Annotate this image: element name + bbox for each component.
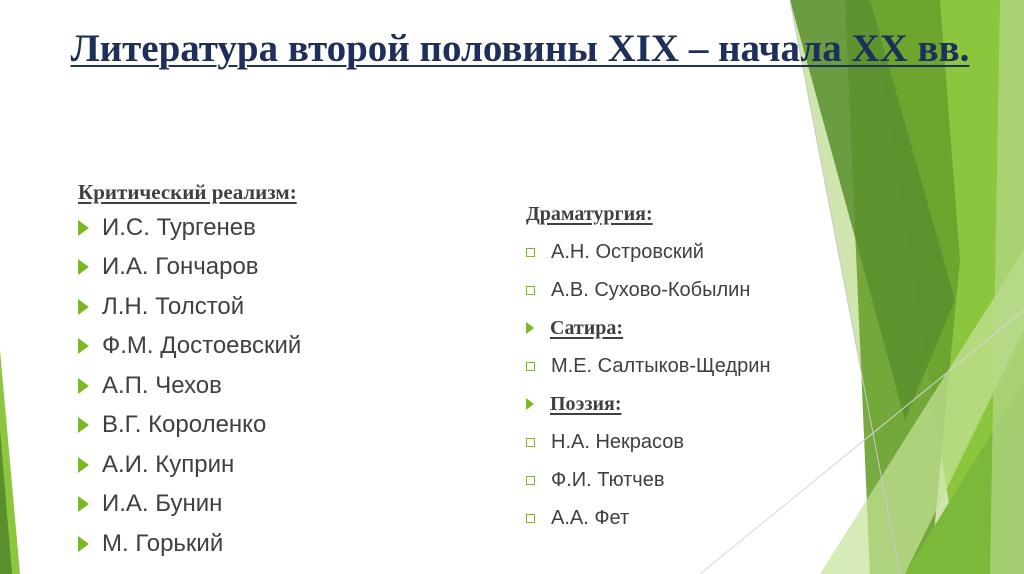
list-item <box>78 485 301 525</box>
author-name: И.А. Гончаров <box>102 253 259 281</box>
author-name: Ф.М. Достоевский <box>102 332 302 360</box>
page-title-text: Литература второй половины XIX – начала XX вв. <box>70 27 970 70</box>
square-bullet-icon <box>526 248 535 257</box>
triangle-bullet-icon <box>78 496 89 512</box>
triangle-bullet-icon <box>78 417 89 433</box>
author-name: Н.А. Некрасов <box>551 430 684 453</box>
author-name: А.П. Чехов <box>102 371 222 399</box>
list-item <box>526 271 771 309</box>
satire-heading-text: Сатира: <box>550 316 624 339</box>
author-name: А.В. Сухово-Кобылин <box>551 278 751 301</box>
list-item <box>526 423 771 461</box>
drama-heading-text: Драматургия: <box>526 202 653 225</box>
triangle-bullet-icon <box>78 378 89 394</box>
square-bullet-icon <box>526 286 535 295</box>
square-bullet-icon <box>526 362 535 371</box>
list-item <box>78 248 301 288</box>
list-item <box>526 347 771 385</box>
list-item <box>78 208 301 248</box>
square-bullet-icon <box>526 476 535 485</box>
triangle-bullet-icon <box>78 259 89 275</box>
square-bullet-icon <box>526 438 535 447</box>
poetry-heading-text: Поэзия: <box>550 392 622 415</box>
triangle-bullet-icon <box>78 299 89 315</box>
triangle-bullet-icon <box>78 338 89 354</box>
triangle-bullet-icon <box>526 398 534 410</box>
author-name: Ф.И. Тютчев <box>551 468 665 491</box>
author-name: М.Е. Салтыков-Щедрин <box>551 354 771 377</box>
triangle-bullet-icon <box>78 220 89 236</box>
author-name: Л.Н. Толстой <box>102 292 245 320</box>
drama-heading <box>526 195 771 233</box>
page-title <box>70 22 970 76</box>
list-item <box>78 524 301 564</box>
satire-heading <box>526 309 771 347</box>
critical-realism-column <box>78 176 301 564</box>
genres-column <box>526 195 771 537</box>
triangle-bullet-icon <box>526 322 534 334</box>
triangle-bullet-icon <box>78 457 89 473</box>
author-name: А.Н. Островский <box>551 240 704 263</box>
triangle-bullet-icon <box>78 536 89 552</box>
list-item <box>78 327 301 367</box>
list-item <box>526 233 771 271</box>
author-name: И.С. Тургенев <box>102 213 256 241</box>
poetry-heading <box>526 385 771 423</box>
author-name: В.Г. Короленко <box>102 411 267 439</box>
author-name: И.А. Бунин <box>102 490 223 518</box>
author-name: А.И. Куприн <box>102 450 235 478</box>
list-item <box>78 366 301 406</box>
square-bullet-icon <box>526 514 535 523</box>
author-name: М. Горький <box>102 529 224 557</box>
list-item <box>526 499 771 537</box>
list-item <box>526 461 771 499</box>
critical-realism-heading: Критический реализм: <box>78 180 297 204</box>
list-item <box>78 445 301 485</box>
list-item <box>78 287 301 327</box>
author-name: А.А. Фет <box>551 506 630 529</box>
list-item <box>78 406 301 446</box>
